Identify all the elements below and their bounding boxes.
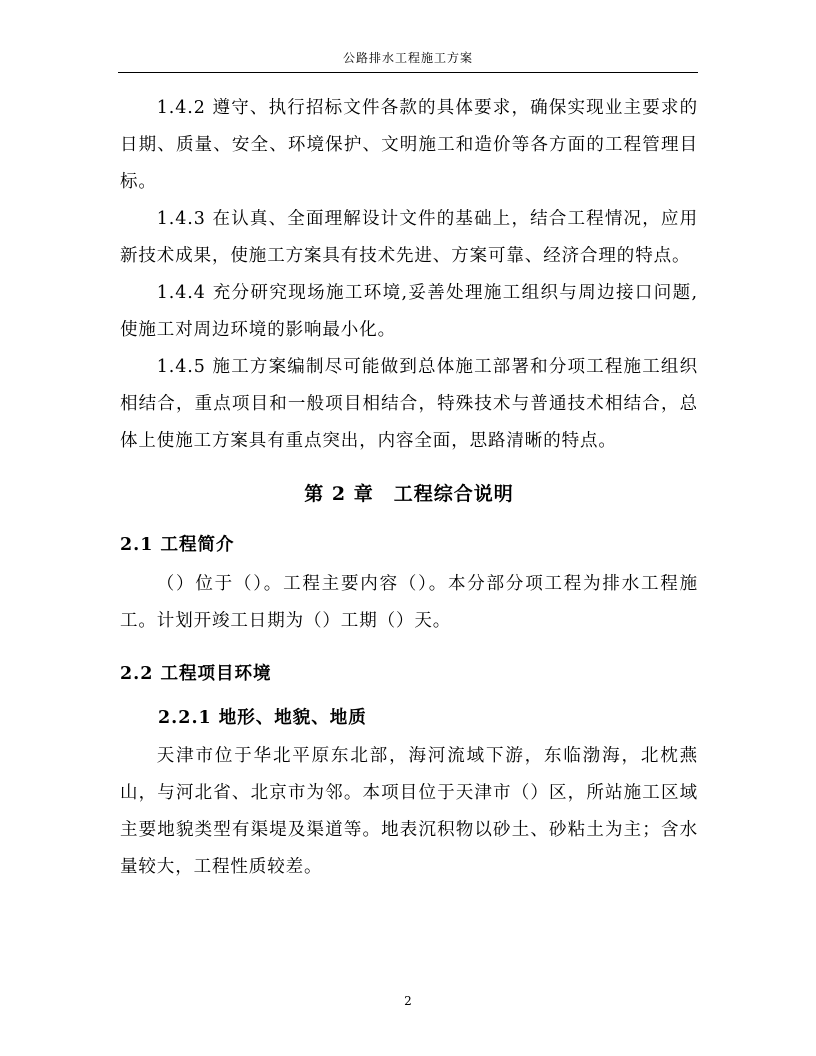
- page-header-title: 公路排水工程施工方案: [342, 51, 473, 65]
- section-heading-2-2: 2.2 工程项目环境: [120, 664, 272, 684]
- section-2-2-1-body: [120, 738, 698, 886]
- paragraph-1-4-3: 1.4.3 在认真、全面理解设计文件的基础上，结合工程情况，应用新技术成果，使施工方案具有技术先进、方案可靠、经济合理的特点。: [120, 209, 698, 266]
- subsection-heading-2-2-1: 2.2.1 地形、地貌、地质: [158, 708, 367, 728]
- paragraph-1-4-2: 1.4.2 遵守、执行招标文件各款的具体要求，确保实现业主要求的日期、质量、安全、环境保护、文明施工和造价等各方面的工程管理目标。: [120, 98, 698, 192]
- paragraph-1-4-5: 1.4.5 施工方案编制尽可能做到总体施工部署和分项工程施工组织相结合，重点项目和一般项目相结合，特殊技术与普通技术相结合，总体上使施工方案具有重点突出，内容全面，思路清晰的特点。: [120, 357, 698, 451]
- paragraph-1-4-4: 1.4.4 充分研究现场施工环境,妥善处理施工组织与周边接口问题,使施工对周边环境的影响最小化。: [120, 283, 698, 340]
- section-1-4-body: [120, 90, 698, 460]
- section-heading-2-1: 2.1 工程简介: [120, 535, 235, 555]
- paragraph-2-2-1: 天津市位于华北平原东北部，海河流域下游，东临渤海，北枕燕山，与河北省、北京市为邻。本项目位于天津市（）区，所站施工区域主要地貌类型有渠堤及渠道等。地表沉积物以砂土、砂粘土为主；含水量较大，工程性质较差。: [120, 746, 698, 877]
- paragraph-2-1: （）位于（）。工程主要内容（）。本分部分项工程为排水工程施工。计划开竣工日期为（）工期（）天。: [120, 574, 698, 631]
- header-divider: [118, 72, 698, 73]
- section-2-1-body: [120, 566, 698, 640]
- page-number: 2: [404, 994, 412, 1008]
- chapter-title: 第 2 章 工程综合说明: [304, 483, 514, 505]
